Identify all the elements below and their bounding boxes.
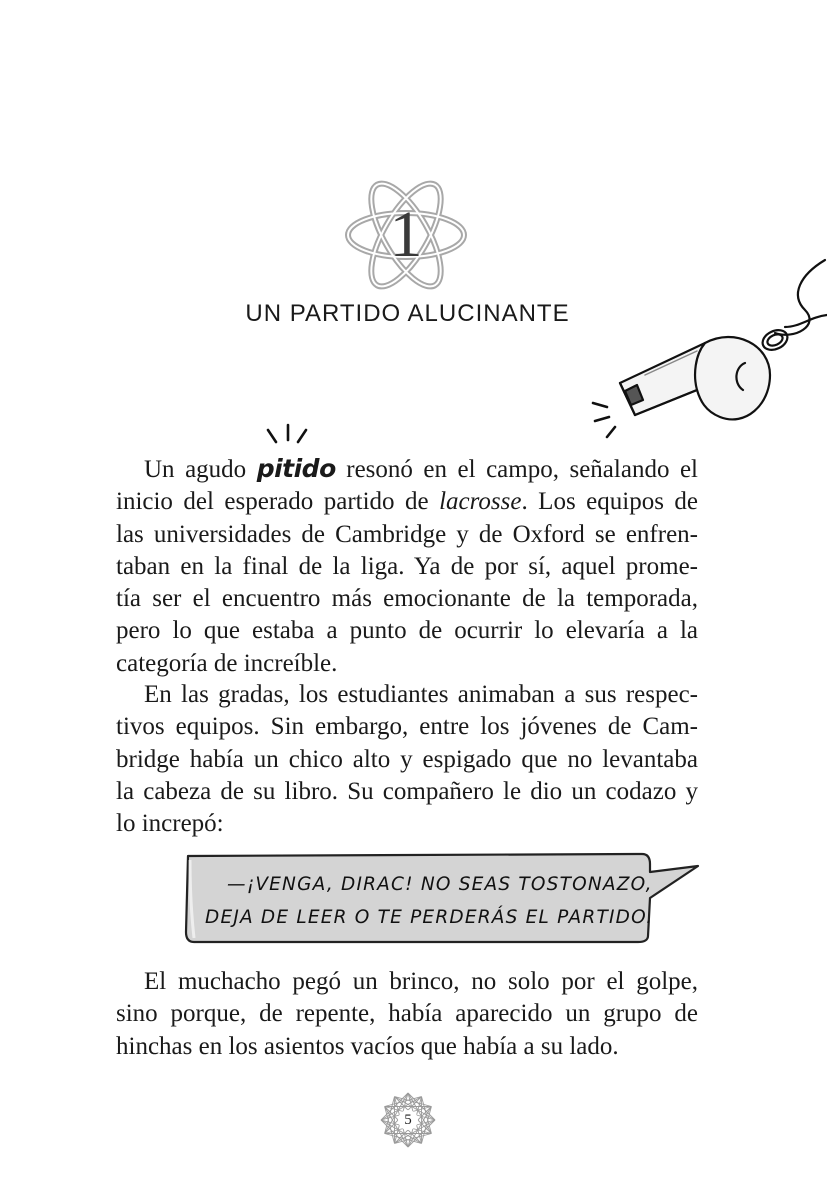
text-span: inicio del esperado partido de <box>116 488 440 516</box>
text-line: lo increpó: <box>116 810 224 838</box>
paragraph-3 <box>116 966 698 1063</box>
text-line <box>116 486 698 518</box>
speech-bubble-text <box>205 868 654 934</box>
page-number: 5 <box>404 1112 412 1128</box>
text-span: Un agudo <box>144 456 257 483</box>
sound-burst-icon <box>262 422 312 450</box>
text-line: hinchas en los asientos vacíos que había a su lado. <box>116 1032 619 1060</box>
text-span: . Los equipos de <box>521 488 698 516</box>
paragraph-2 <box>116 679 698 840</box>
text-line: categoría de increíble. <box>116 649 338 677</box>
speech-line: —¡VENGA, DIRAC! NO SEAS TOSTONAZO, <box>227 874 653 895</box>
text-span: resonó en el campo, señalando el <box>335 456 699 483</box>
paragraph-1 <box>116 453 698 680</box>
text-line: El muchacho pegó un brinco, no solo por el golpe, <box>144 968 698 995</box>
whistle-icon <box>585 255 827 445</box>
text-line: tía ser el encuentro más emocionante de la temporada, <box>116 585 698 613</box>
text-line: sino porque, de repente, había aparecido un grupo de <box>116 1000 698 1028</box>
emphasized-word: pitido <box>256 454 336 483</box>
text-line: las universidades de Cambridge y de Oxford se enfren- <box>116 520 698 548</box>
text-line: bridge había un chico alto y espigado que no levantaba <box>116 745 698 773</box>
text-line: la cabeza de su libro. Su compañero le dio un codazo y <box>116 777 698 805</box>
chapter-number: 1 <box>389 198 423 271</box>
text-line: pero lo que estaba a punto de ocurrir lo elevaría a la <box>116 617 698 645</box>
chapter-title: UN PARTIDO ALUCINANTE <box>245 300 570 327</box>
text-line: taban en la final de la liga. Ya de por sí, aquel prome- <box>116 552 698 580</box>
text-line: En las gradas, los estudiantes animaban a sus respec- <box>144 681 698 708</box>
text-line <box>116 453 698 486</box>
italic-word: lacrosse <box>439 488 522 516</box>
speech-line: DEJA DE LEER O TE PERDERÁS EL PARTIDO. <box>205 907 654 928</box>
text-line: tivos equipos. Sin embargo, entre los jóvenes de Cam- <box>116 713 698 741</box>
